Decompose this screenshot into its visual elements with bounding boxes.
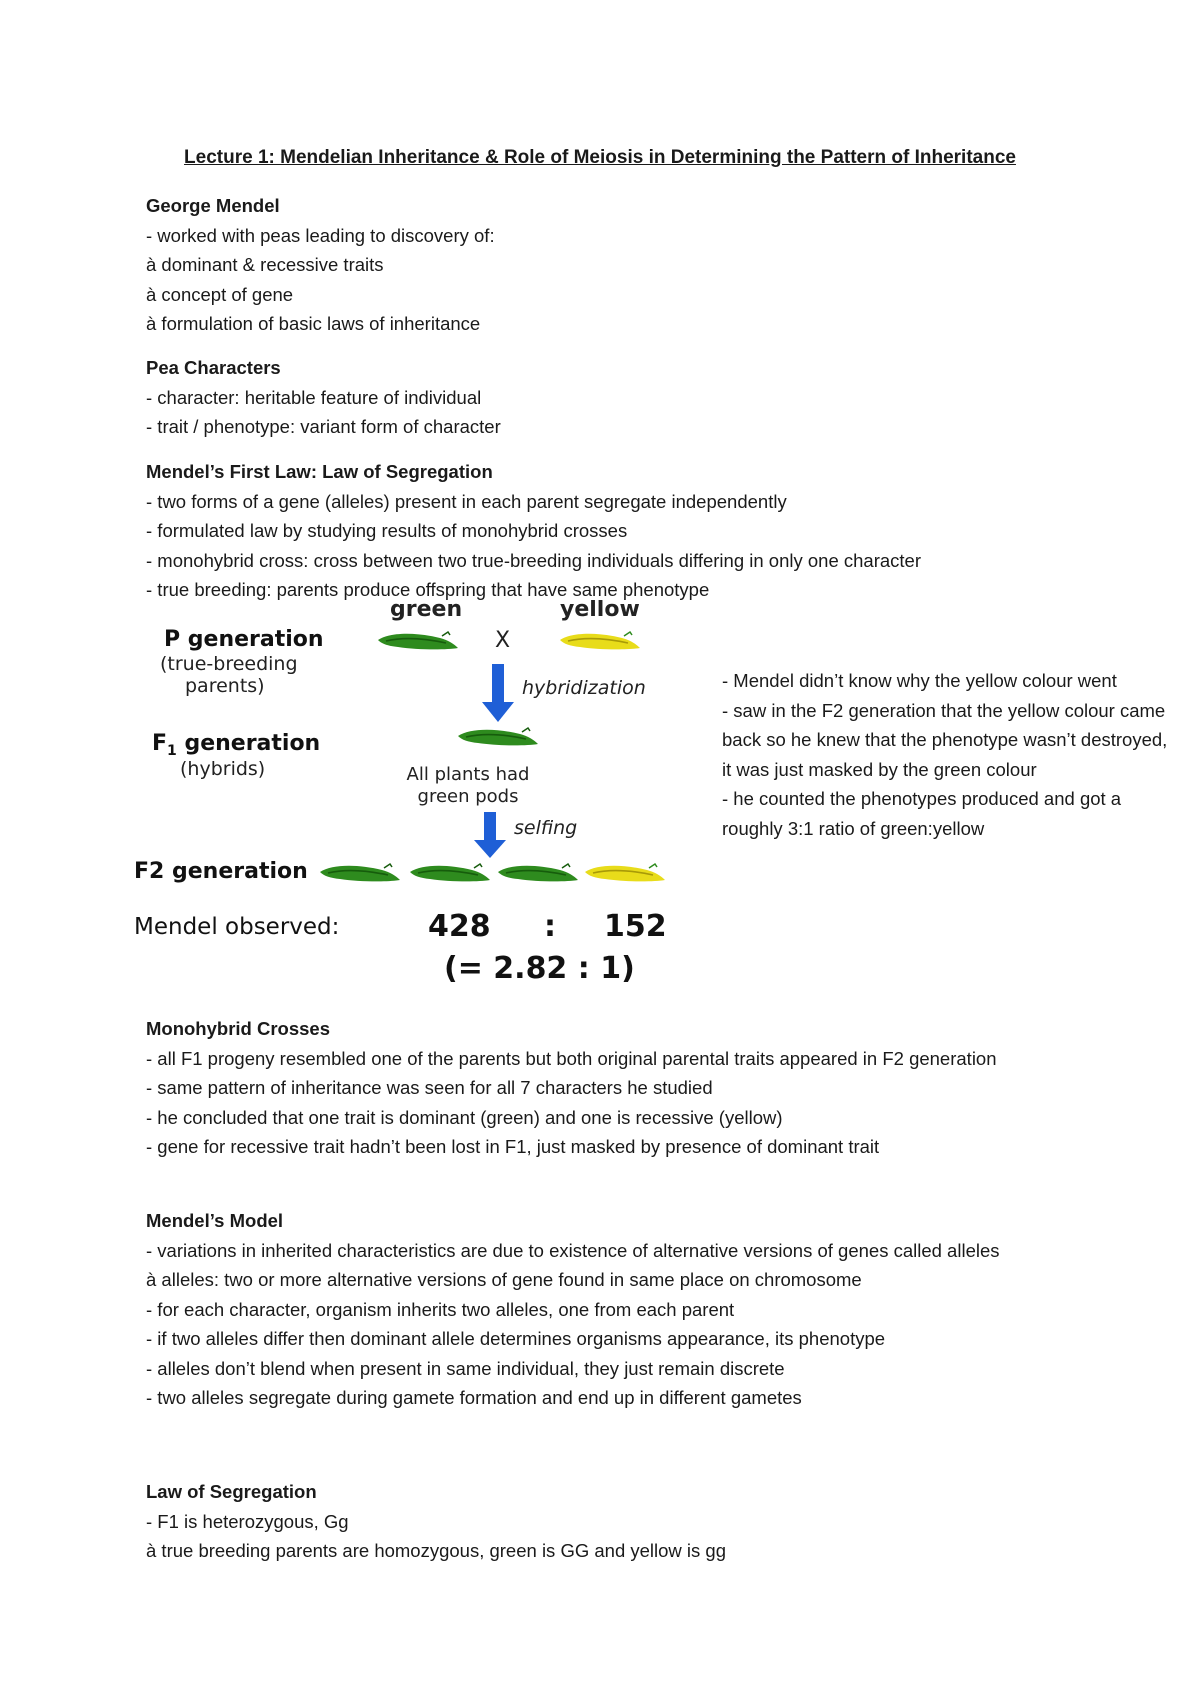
text-line: - alleles don’t blend when present in same individual, they just remain discrete [146, 1357, 785, 1379]
green-pod-parent [378, 632, 458, 649]
side-notes [722, 666, 1177, 843]
f1-generation-label [152, 731, 320, 759]
p-generation-label: P generation [164, 627, 324, 652]
text-line: - two forms of a gene (alleles) present in each parent segregate independently [146, 490, 787, 512]
p-generation-sub1: (true-breeding [160, 653, 298, 675]
text-line: à concept of gene [146, 283, 294, 305]
label-green: green [390, 600, 463, 622]
text-line: - gene for recessive trait hadn’t been lost in F1, just masked by presence of dominant trait [146, 1136, 880, 1157]
section-law-of-segregation [146, 1477, 1086, 1566]
text-line: - two alleles segregate during gamete formation and end up in different gametes [146, 1387, 802, 1408]
cross-diagram [130, 600, 690, 995]
side-note: - Mendel didn’t know why the yellow colour went [722, 670, 1117, 691]
text-line: - monohybrid cross: cross between two true-breeding individuals differing in only one character [146, 549, 922, 571]
text-line: - he concluded that one trait is dominant (green) and one is recessive (yellow) [146, 1106, 783, 1128]
yellow-pod-parent [560, 632, 640, 649]
section-heading: George Mendel [146, 195, 280, 216]
text-line: - variations in inherited characteristics are due to existence of alternative versions of genes called alleles [146, 1239, 1000, 1261]
monohybrid-cross-figure [130, 600, 690, 995]
text-line: - F1 is heterozygous, Gg [146, 1510, 349, 1532]
text-line: - all F1 progeny resembled one of the parents but both original parental traits appeared in F2 generation [146, 1047, 997, 1069]
text-line: à formulation of basic laws of inheritance [146, 313, 481, 334]
text-line: - if two alleles differ then dominant allele determines organisms appearance, its phenotype [146, 1328, 886, 1349]
section-heading: Mendel’s Model [146, 1210, 284, 1231]
section-mendels-model [146, 1206, 1046, 1413]
text-line: - character: heritable feature of individual [146, 386, 482, 408]
section-heading: Monohybrid Crosses [146, 1018, 330, 1039]
yellow-pod-f2 [585, 864, 665, 881]
text-line: - trait / phenotype: variant form of character [146, 416, 501, 437]
section-heading: Mendel’s First Law: Law of Segregation [146, 461, 493, 482]
text-line: - true breeding: parents produce offspring that have same phenotype [146, 579, 710, 600]
f2-generation-label: F2 generation [134, 859, 308, 884]
green-pod-f2 [320, 864, 400, 881]
page-title: Lecture 1: Mendelian Inheritance & Role of Meiosis in Determining the Pattern of Inheritance [184, 147, 1016, 168]
text-line: à true breeding parents are homozygous, green is GG and yellow is gg [146, 1540, 726, 1561]
text-line: - formulated law by studying results of monohybrid crosses [146, 520, 628, 541]
all-plants-line1: All plants had [406, 764, 530, 785]
count-green: 428 [428, 909, 491, 944]
text-line: - same pattern of inheritance was seen for all 7 characters he studied [146, 1077, 713, 1098]
count-colon: : [544, 909, 556, 944]
side-note: - he counted the phenotypes produced and got a roughly 3:1 ratio of green:yellow [722, 788, 1122, 839]
section-george-mendel [146, 191, 1086, 339]
text-line: - for each character, organism inherits two alleles, one from each parent [146, 1298, 735, 1320]
section-monohybrid-crosses [146, 1014, 1026, 1162]
count-yellow: 152 [604, 909, 667, 944]
cross-symbol: X [495, 628, 511, 653]
down-arrow-icon [482, 664, 514, 722]
svg-text:F1 generation: $F_1$ generation [152, 731, 321, 759]
hybridization-label: hybridization [522, 677, 646, 699]
text-line: à alleles: two or more alternative versions of gene found in same place on chromosome [146, 1269, 862, 1290]
observed-label: Mendel observed: [134, 914, 340, 940]
p-generation-sub2: parents) [185, 675, 265, 697]
label-yellow: yellow [560, 600, 640, 622]
text-line: à dominant & recessive traits [146, 254, 384, 275]
section-heading: Law of Segregation [146, 1481, 317, 1502]
section-heading: Pea Characters [146, 357, 281, 378]
green-pod-f2 [498, 864, 578, 881]
f1-generation-sub: (hybrids) [180, 758, 266, 780]
all-plants-line2: green pods [417, 786, 519, 807]
green-pod-f2 [410, 864, 490, 881]
ratio-value: (= 2.82 : 1) [444, 951, 635, 986]
section-pea-characters [146, 353, 1086, 442]
text-line: - worked with peas leading to discovery of: [146, 224, 495, 246]
section-first-law [146, 457, 1086, 605]
down-arrow-icon [474, 812, 506, 858]
green-pod-f1 [458, 728, 538, 745]
side-note: - saw in the F2 generation that the yellow colour came back so he knew that the phenotype wasn’t destroyed, it was just masked by the green colour [722, 699, 1168, 780]
selfing-label: selfing [514, 817, 578, 839]
